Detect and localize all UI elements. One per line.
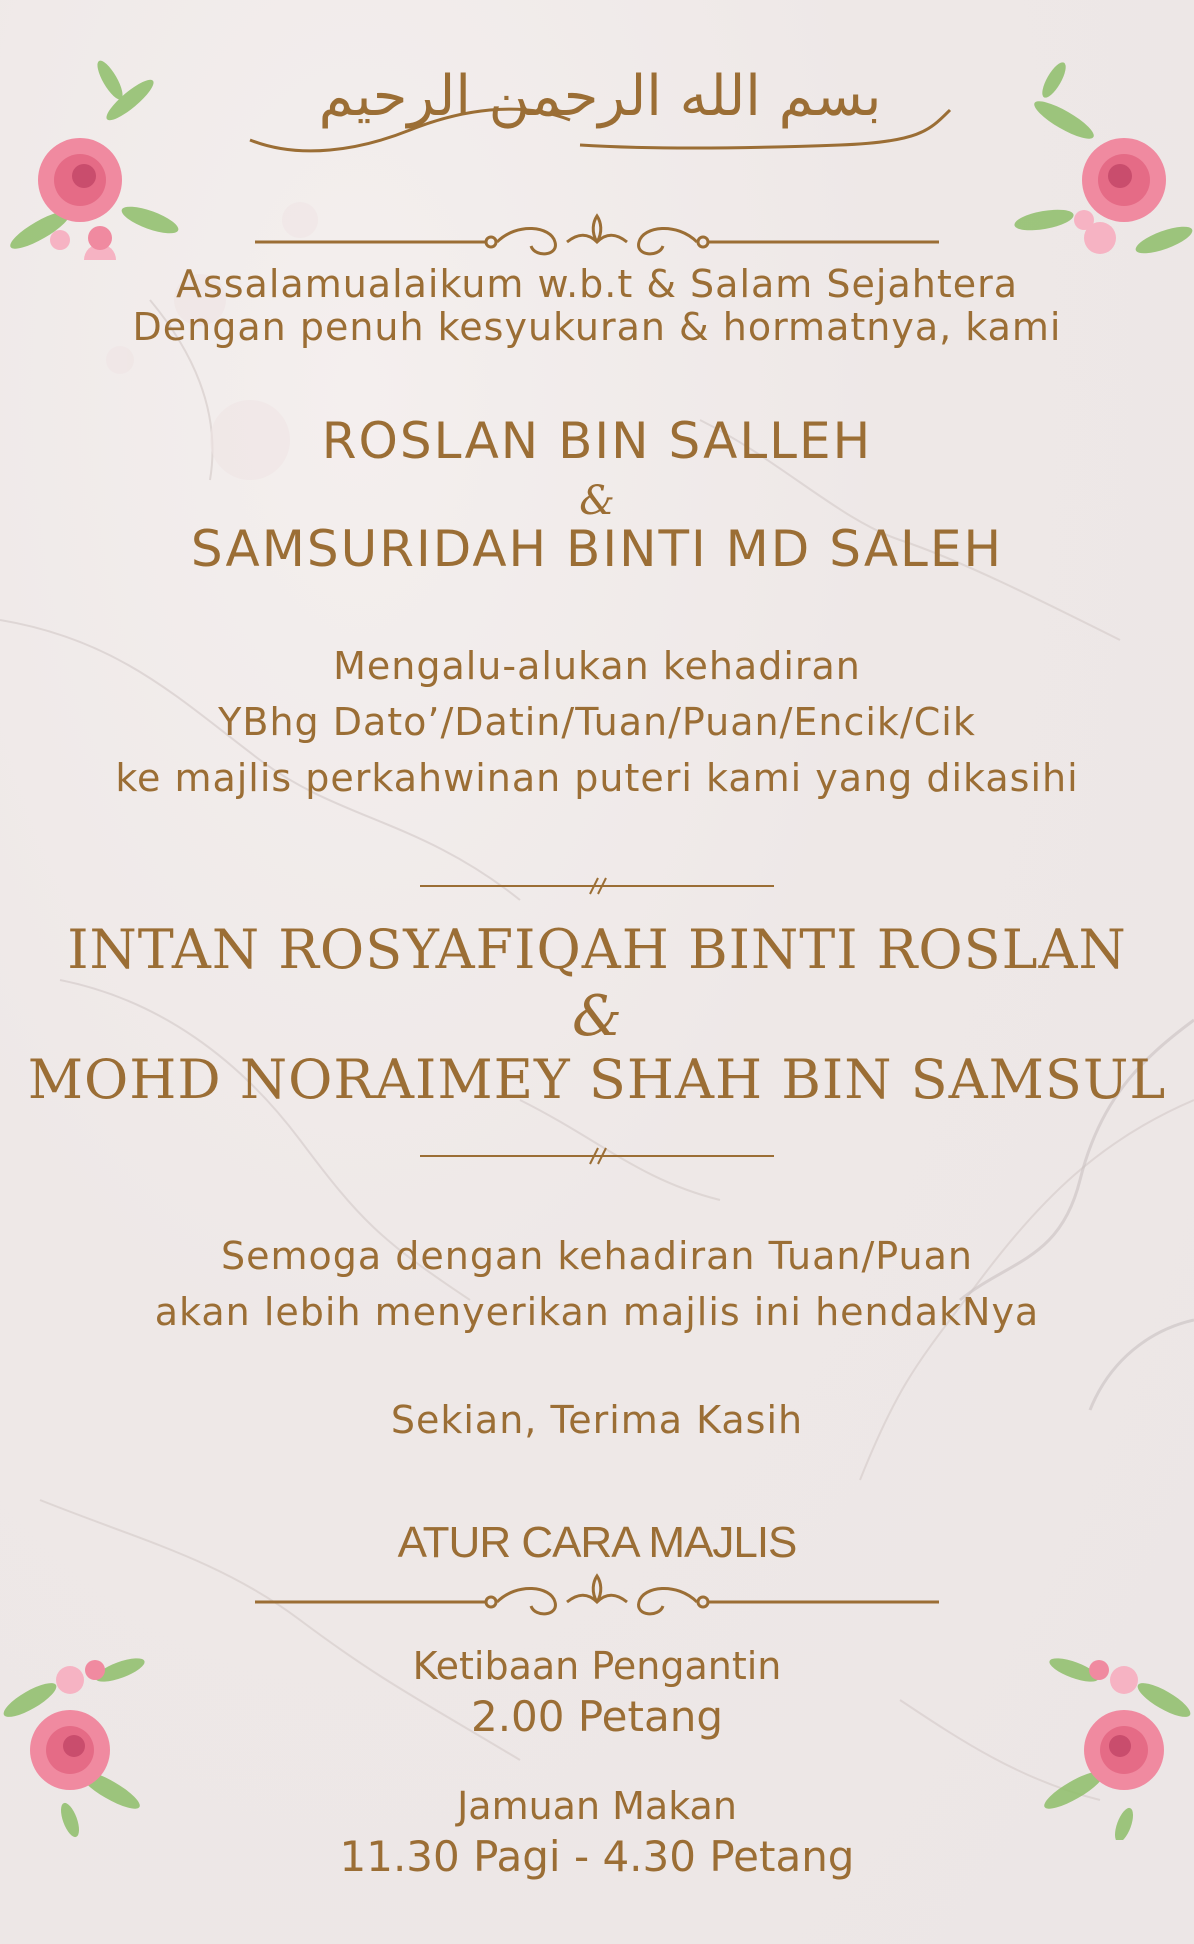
schedule-item-time: 11.30 Pagi - 4.30 Petang (339, 1832, 855, 1881)
rose-bouquet-icon (0, 60, 180, 260)
bismillah-text: بسم الله الرحمن الرحيم (318, 64, 882, 129)
greeting-line-2: Dengan penuh kesyukuran & hormatnya, kami (132, 305, 1062, 349)
father-name: ROSLAN BIN SALLEH (321, 412, 873, 470)
closing-line-1: Semoga dengan kehadiran Tuan/Puan (221, 1234, 973, 1278)
schedule-item-label: Jamuan Makan (457, 1784, 737, 1828)
invitation-line-1: Mengalu-alukan kehadiran (333, 644, 861, 688)
greeting-line-1: Assalamualaikum w.b.t & Salam Sejahtera (175, 262, 1019, 306)
rose-bouquet-icon (1014, 60, 1194, 260)
invitation-line-3: ke majlis perkahwinan puteri kami yang dikasihi (115, 756, 1079, 800)
schedule-item-time: 2.00 Petang (470, 1692, 724, 1741)
schedule-item-label: Ketibaan Pengantin (412, 1644, 782, 1688)
groom-name: MOHD NORAIMEY SHAH BIN SAMSUL (27, 1048, 1167, 1111)
flourish-ornament-icon (255, 1572, 939, 1628)
bismillah-calligraphy (240, 50, 960, 170)
flourish-ornament-icon (255, 212, 939, 268)
bride-name: INTAN ROSYAFIQAH BINTI ROSLAN (67, 918, 1127, 981)
invitation-line-2: YBhg Dato’/Datin/Tuan/Puan/Encik/Cik (218, 700, 976, 744)
parents-ampersand: & (579, 478, 615, 524)
divider-line-icon (420, 1146, 774, 1166)
couple-ampersand: & (572, 984, 622, 1049)
closing-thanks: Sekian, Terima Kasih (390, 1398, 804, 1442)
divider-line-icon (420, 876, 774, 896)
closing-line-2: akan lebih menyerikan majlis ini hendakNya (154, 1290, 1040, 1334)
mother-name: SAMSURIDAH BINTI MD SALEH (190, 520, 1004, 578)
schedule-heading: ATUR CARA MAJLIS (397, 1518, 797, 1567)
